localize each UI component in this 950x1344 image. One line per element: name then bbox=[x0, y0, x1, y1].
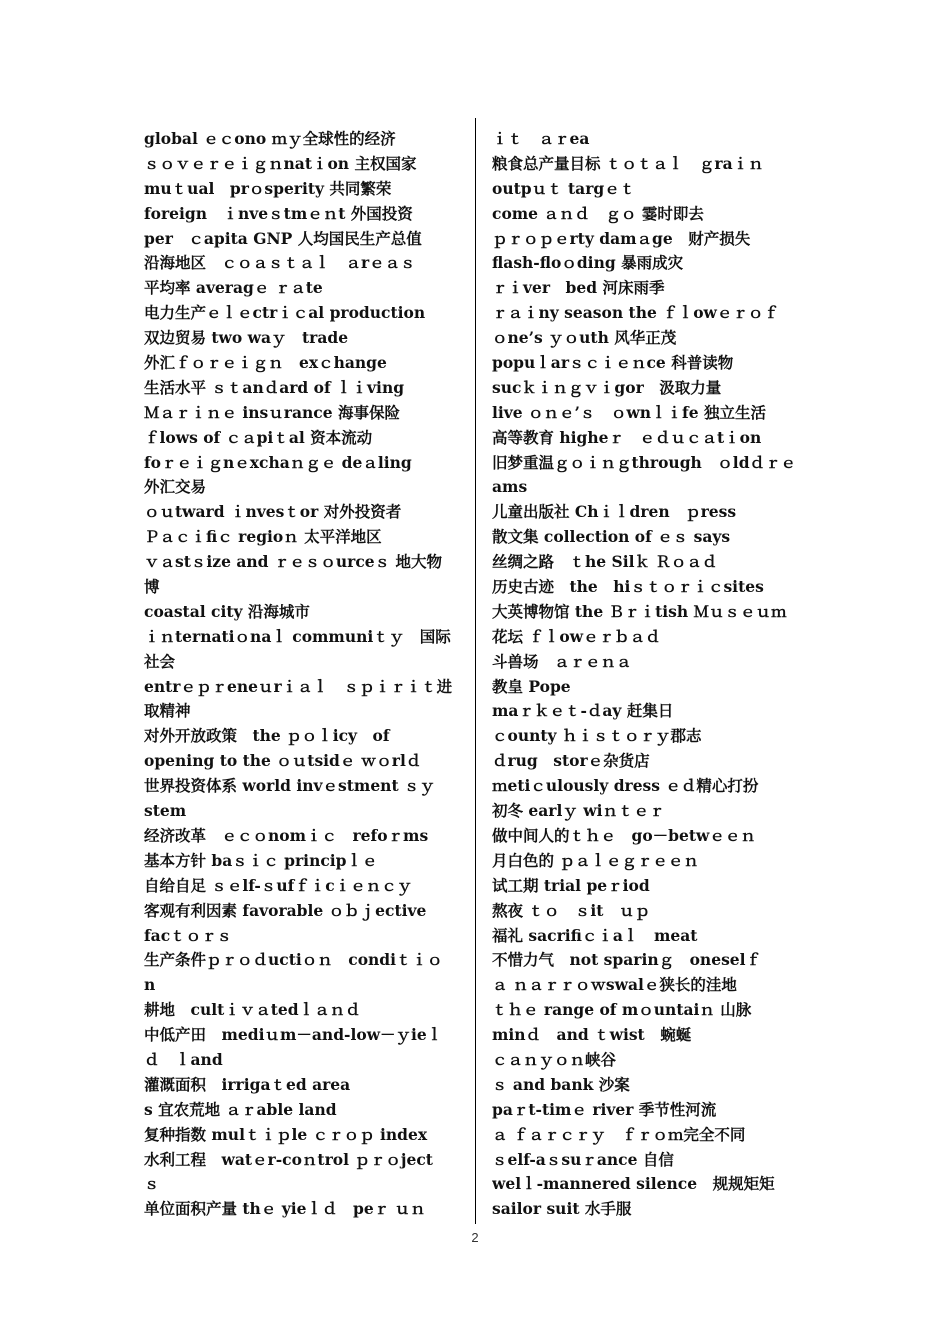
left-column-line: 社会 bbox=[144, 651, 176, 671]
left-column-line: ｏｕtward ｉnvesｔor 对外投资者 bbox=[144, 502, 402, 522]
left-column-line: 双边贸易 two waｙ trade bbox=[144, 328, 349, 348]
right-column-line: ｒａｉny season the ｆｌowｅｒｏｆ bbox=[492, 303, 779, 323]
right-column-line: maｒｋｅｔ-ｄay 赶集日 bbox=[492, 701, 674, 721]
right-column-line: popuｌarｓｃｉｅｎce 科普读物 bbox=[492, 353, 734, 373]
left-column-line: 灌溉面积 irrigaｔed area bbox=[144, 1074, 351, 1094]
left-column-line: 平均率 averagｅ ｒａte bbox=[144, 278, 323, 298]
column-divider bbox=[475, 118, 476, 1224]
right-column-line: sucｋｉｎｇｖｉgor 汲取力量 bbox=[492, 377, 722, 397]
right-column-line: 旧梦重温ｇｏｉｎｇthrough ｏldｄｒｅ bbox=[492, 452, 797, 472]
right-column-line: paｒt-timｅ river 季节性河流 bbox=[492, 1099, 717, 1119]
left-column-line: stem bbox=[144, 801, 187, 821]
right-column-line: minｄ and ｔwist 蜿蜒 bbox=[492, 1025, 692, 1045]
right-column-line: welｌ-mannered silence 规规矩矩 bbox=[492, 1174, 775, 1194]
right-column-line: outpｕｔ targｅｔ bbox=[492, 178, 636, 198]
right-column-line: 丝绸之路 ｔhe Silｋ Ｒｏａｄ bbox=[492, 552, 718, 572]
left-column-line: per ｃapita GNP 人均国民生产总值 bbox=[144, 228, 422, 248]
right-column-line: ａ ｎａｒｒｏｗswalｅ狭长的洼地 bbox=[492, 975, 737, 995]
left-column-line: 复种指数 mulｔｉｐle ｃｒｏｐ index bbox=[144, 1124, 428, 1144]
right-column-line: ams bbox=[492, 477, 528, 497]
left-column-line: 外汇ｆｏｒｅｉｇｎ exｃhange bbox=[144, 353, 387, 373]
left-column-line: 中低产田 mediｕm－and-low－ｙieｌ bbox=[144, 1025, 443, 1045]
right-column-line: 历史古迹 the hiｓｔｏｒｉｃsites bbox=[492, 577, 764, 597]
right-column-line: 斗兽场 ａｒｅｎａ bbox=[492, 651, 632, 671]
right-column bbox=[492, 127, 804, 1222]
right-column-line: ａ ｆａｒｃｒｙ ｆｒｏｍ完全不同 bbox=[492, 1124, 746, 1144]
left-column-line: facｔｏｒｓ bbox=[144, 925, 233, 945]
left-column-line: 耕地 cultｉｖａtedｌａｎｄ bbox=[144, 1000, 361, 1020]
page-number: 2 bbox=[471, 1230, 479, 1245]
left-column-line: ｉｎternatiｏnaｌ communiｔｙ 国际 bbox=[144, 626, 451, 646]
right-column-line: flash-floｏding 暴雨成灾 bbox=[492, 253, 684, 273]
left-column-line: opening to the ｏｕtsidｅ ｗｏrlｄ bbox=[144, 751, 422, 771]
right-column-line: ｏne’s ｙｏuth 风华正茂 bbox=[492, 328, 677, 348]
right-column-line: 高等教育 higheｒ ｅｄｕｃａtｉon bbox=[492, 427, 762, 447]
right-column-line: ｐｒｏｐｅrty damａge 财产损失 bbox=[492, 228, 751, 248]
right-column-line: 儿童出版社 Chｉｌdren ｐress bbox=[492, 502, 737, 522]
left-column-line: 单位面积产量 thｅ yieｌｄ peｒ ｕｎ bbox=[144, 1199, 426, 1219]
right-column-line: 熬夜 ｔｏ ｓit ｕｐ bbox=[492, 900, 650, 920]
left-column-line: 世界投资体系 world invｅstment ｓｙ bbox=[144, 776, 436, 796]
left-column-line: ｄ ｌand bbox=[144, 1049, 223, 1069]
right-column-line: ｃａｎｙｏｎ峡谷 bbox=[492, 1049, 617, 1069]
left-column-line: n bbox=[144, 975, 156, 995]
left-column-line: 经济改革 ｅｃｏnomｉｃ refoｒms bbox=[144, 825, 429, 845]
right-column-line: live ｏｎｅ’ｓ ｏwnｌｉfe 独立生活 bbox=[492, 402, 766, 422]
right-column-line: 做中间人的ｔｈｅ go－betwｅｅｎ bbox=[492, 825, 756, 845]
right-column-line: 花坛 ｆｌowｅｒｂａｄ bbox=[492, 626, 661, 646]
left-column-line: 基本方针 baｓｉｃ principｌｅ bbox=[144, 850, 378, 870]
left-column-line: global ｅｃono ｍｙ全球性的经济 bbox=[144, 129, 396, 148]
left-column-line: 博 bbox=[144, 577, 160, 597]
left-column-line: entrｅｐｒeneｕrｉａｌ ｓｐｉｒｉｔ进 bbox=[144, 676, 453, 696]
right-column-line: ｍetiｃulously dress ｅｄ精心打扮 bbox=[492, 776, 759, 796]
left-column-line: Ｍａｒｉｎｅ insｕrance 海事保险 bbox=[144, 402, 400, 422]
right-column-line: 福礼 sacrifiｃｉaｌ meat bbox=[492, 925, 698, 945]
left-column-line: 对外开放政策 the ｐｏｌicy of bbox=[144, 726, 390, 746]
left-column-line: foreign ｉnveｓtmｅｎt 外国投资 bbox=[144, 203, 413, 223]
right-column-line: ｄrug storｅ杂货店 bbox=[492, 751, 650, 771]
left-column-line: 自给自足 ｓｅlf-ｓufｆｉcｉｅｎｃｙ bbox=[144, 875, 413, 895]
left-column-line: muｔual prｏsperity 共同繁荣 bbox=[144, 178, 392, 198]
right-column-line: 初冬 earlｙ wiｎｔｅｒ bbox=[492, 801, 665, 821]
left-column-line: 水利工程 watｅr-coｎtrol ｐｒｏject bbox=[144, 1149, 433, 1169]
left-column-line: 客观有利因素 favorable ｏｂｊective bbox=[144, 900, 427, 920]
left-column-line: foｒｅｉｇnｅxchaｎｇｅ deａling bbox=[144, 452, 412, 472]
left-column-line: ｓｏｖｅｒｅｉｇｎnatｉon 主权国家 bbox=[144, 153, 417, 173]
right-column-line: 散文集 collection of ｅｓ says bbox=[492, 527, 731, 547]
right-column-line: 大英博物馆 the Ｂｒｉtish Ｍｕｓｅｕｍ bbox=[492, 601, 787, 621]
left-column-line: ｖａstｓize and ｒｅｓｏurceｓ 地大物 bbox=[144, 552, 443, 572]
right-column-line: 不惜力气 not sparinｇ oneselｆ bbox=[492, 950, 762, 970]
left-column-line: ｓ bbox=[144, 1174, 160, 1194]
right-column-line: sailor suit 水手服 bbox=[492, 1199, 632, 1219]
left-column-line: s 宜农荒地 ａｒable land bbox=[144, 1099, 337, 1119]
left-column-line: 外汇交易 bbox=[144, 477, 207, 497]
right-column-line: ｓ and bank 沙案 bbox=[492, 1074, 630, 1094]
right-column-line: 试工期 trial peｒiod bbox=[492, 875, 650, 895]
left-column-line: 沿海地区 ｃｏａｓｔａｌ ａrｅａｓ bbox=[144, 253, 416, 273]
left-column-line: 生活水平 ｓｔanｄard of ｌｉving bbox=[144, 377, 405, 397]
right-column-line: ｓelf-aｓsuｒance 自信 bbox=[492, 1149, 674, 1169]
left-column-line: ｆlows of ｃａpiｔal 资本流动 bbox=[144, 427, 373, 447]
right-column-line: ｉｔ ａｒea bbox=[492, 129, 590, 148]
left-column-line: 取精神 bbox=[144, 701, 191, 721]
left-column-line: coastal city 沿海城市 bbox=[144, 601, 310, 621]
left-column bbox=[144, 127, 464, 1222]
right-column-line: ｔｈｅ range of mｏuntaiｎ 山脉 bbox=[492, 1000, 752, 1020]
right-column-line: 月白色的 ｐａｌｅｇｒｅｅｎ bbox=[492, 850, 699, 870]
left-column-line: Ｐａｃｉfiｃ regioｎ 太平洋地区 bbox=[144, 527, 382, 547]
right-column-line: come ａｎｄ ｇｏ 霎时即去 bbox=[492, 203, 704, 223]
right-column-line: 粮食总产量目标 ｔｏｔａｌ ｇraｉｎ bbox=[492, 153, 764, 173]
right-column-line: 教皇 Pope bbox=[492, 676, 571, 696]
right-column-line: ｃounty ｈｉｓｔｏｒｙ郡志 bbox=[492, 726, 702, 746]
left-column-line: 电力生产ｅｌｅctrｉｃal production bbox=[144, 303, 426, 323]
right-column-line: ｒｉver bed 河床雨季 bbox=[492, 278, 665, 298]
left-column-line: 生产条件ｐｒｏｄuctiｏｎ condiｔｉｏ bbox=[144, 950, 443, 970]
